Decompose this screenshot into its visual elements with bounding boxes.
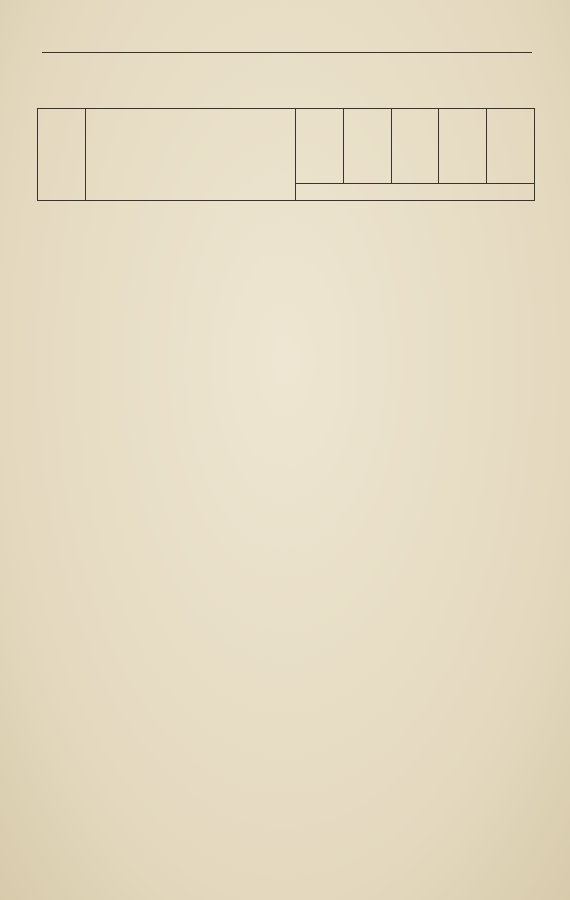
column-header-kirgiz bbox=[343, 109, 391, 184]
area-units-header bbox=[296, 184, 535, 201]
column-header-number bbox=[38, 109, 86, 201]
column-header-name bbox=[86, 109, 296, 201]
column-header-uzbek bbox=[296, 109, 344, 184]
column-header-karakalpak bbox=[487, 109, 535, 184]
running-header bbox=[42, 30, 532, 53]
column-header-turkmen bbox=[439, 109, 487, 184]
irrigation-table bbox=[37, 108, 535, 201]
column-header-kazak bbox=[391, 109, 439, 184]
